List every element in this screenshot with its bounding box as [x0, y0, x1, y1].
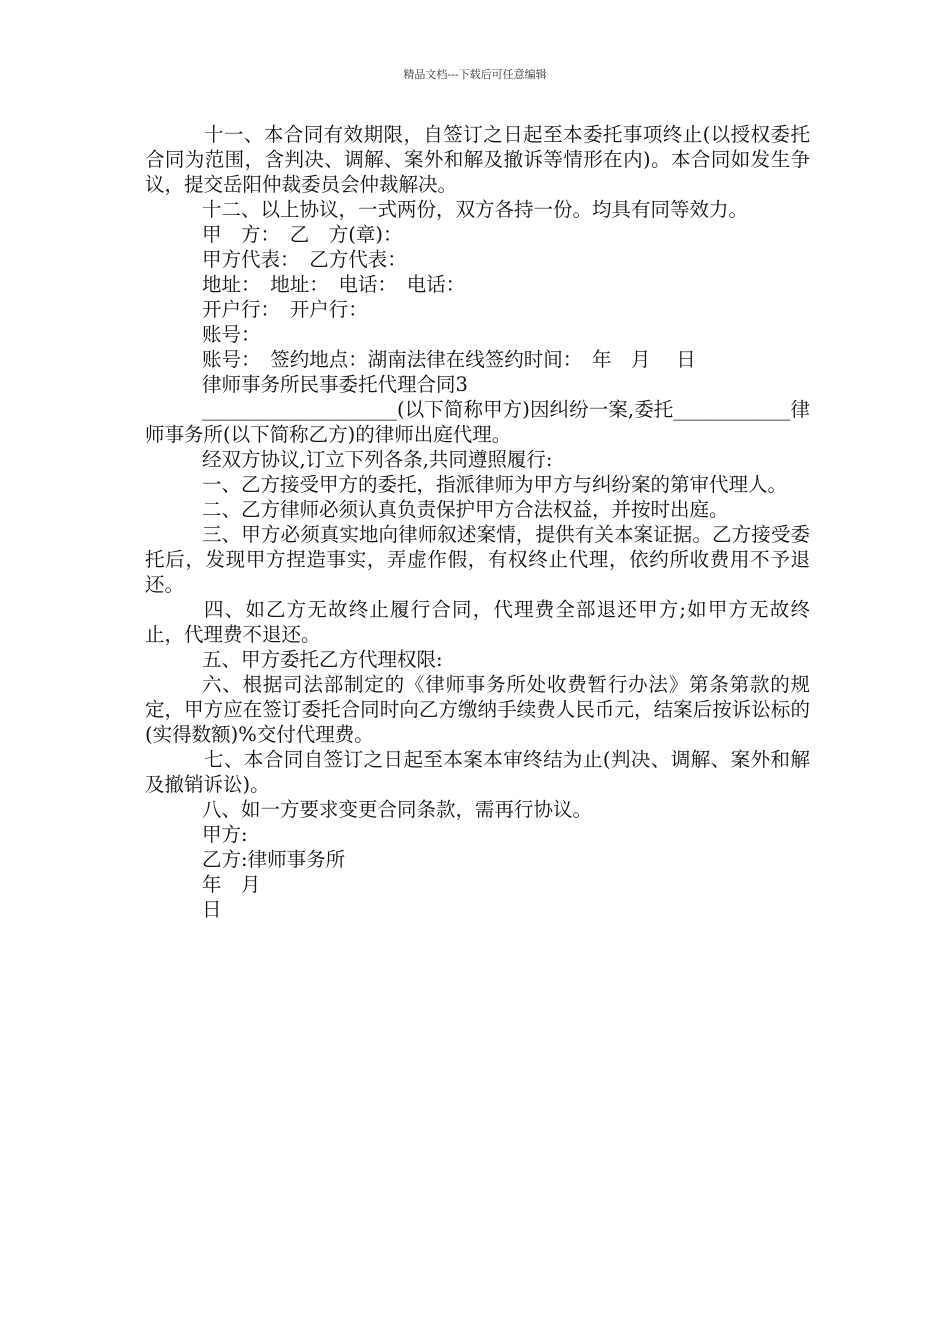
clause-12: 十二、以上协议，一式两份，双方各持一份。均具有同等效力。	[202, 198, 749, 221]
clause-11: 十一、本合同有效期限，自签订之日起至本委托事项终止(以授权委托合同为范围，含判决、调解、案外和解及撤诉等情形在内)。本合同如发生争议，提交岳阳仲裁委员会仲裁解决。	[145, 123, 810, 196]
signature-account: 账号：	[202, 323, 261, 346]
signature-location-date: 账号： 签约地点：湖南法律在线签约时间： 年 月 日	[202, 348, 696, 371]
date-day: 日	[202, 898, 222, 921]
party-b-line: 乙方:律师事务所	[202, 848, 346, 871]
article-2: 二、乙方律师必须认真负责保护甲方合法权益，并按时出庭。	[202, 498, 729, 521]
article-1: 一、乙方接受甲方的委托，指派律师为甲方与纠纷案的第审代理人。	[202, 473, 788, 496]
article-5: 五、甲方委托乙方代理权限:	[202, 648, 443, 671]
signature-address-phone: 地址： 地址： 电话： 电话：	[202, 273, 466, 296]
article-7: 七、本合同自签订之日起至本案本审终结为止(判决、调解、案外和解及撤销诉讼)。	[145, 748, 810, 796]
signature-representatives: 甲方代表： 乙方代表：	[202, 248, 407, 271]
signature-parties: 甲 方： 乙 方(章)：	[202, 223, 403, 246]
article-6: 六、根据司法部制定的《律师事务所处收费暂行办法》第条第款的规定，甲方应在签订委托合同时向乙方缴纳手续费人民币元，结案后按诉讼标的(实得数额)%交付代理费。	[145, 673, 810, 746]
party-a-line: 甲方:	[202, 823, 248, 846]
document-body	[145, 122, 810, 922]
section-title: 律师事务所民事委托代理合同3	[202, 373, 468, 396]
contract-intro: ____________________(以下简称甲方)因纠纷一案,委托____________律师事务所(以下简称乙方)的律师出庭代理。	[145, 398, 810, 446]
article-8: 八、如一方要求变更合同条款，需再行协议。	[202, 798, 593, 821]
agreement-statement: 经双方协议,订立下列各条,共同遵照履行:	[202, 448, 553, 471]
date-year-month: 年 月	[202, 873, 261, 896]
article-4: 四、如乙方无故终止履行合同，代理费全部退还甲方;如甲方无故终止，代理费不退还。	[145, 598, 810, 646]
page-header: 精品文档---下载后可任意编辑	[403, 68, 547, 81]
signature-bank: 开户行： 开户行：	[202, 298, 368, 321]
article-3: 三、甲方必须真实地向律师叙述案情，提供有关本案证据。乙方接受委托后，发现甲方捏造事实，弄虚作假，有权终止代理，依约所收费用不予退还。	[145, 523, 810, 596]
